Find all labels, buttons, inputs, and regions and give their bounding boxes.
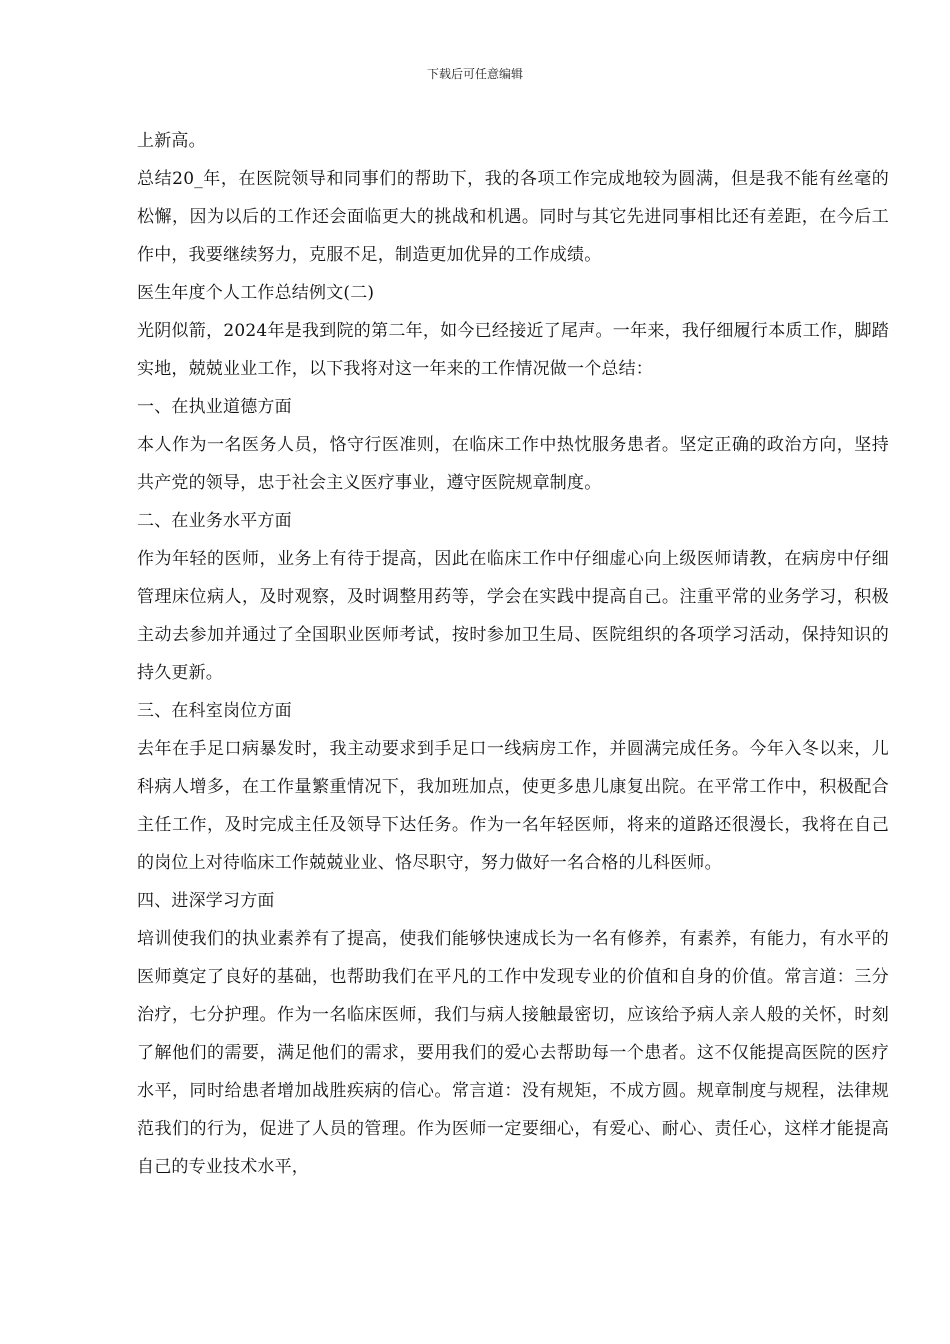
section-heading: 三、在科室岗位方面 (137, 701, 292, 721)
section-heading: 四、进深学习方面 (137, 891, 275, 911)
section-heading: 一、在执业道德方面 (137, 397, 292, 417)
paragraph: 光阴似箭，2024年是我到院的第二年，如今已经接近了尾声。一年来，我仔细履行本质工作，脚踏实地，兢兢业业工作，以下我将对这一年来的工作情况做一个总结： (137, 321, 889, 379)
paragraph: 总结20_年，在医院领导和同事们的帮助下，我的各项工作完成地较为圆满，但是我不能有丝毫的松懈，因为以后的工作还会面临更大的挑战和机遇。同时与其它先进同事相比还有差距，在今后工作中，我要继续努力，克服不足，制造更加优异的工作成绩。 (137, 169, 889, 265)
paragraph: 本人作为一名医务人员，恪守行医准则，在临床工作中热忱服务患者。坚定正确的政治方向，坚持共产党的领导，忠于社会主义医疗事业，遵守医院规章制度。 (137, 435, 889, 493)
paragraph: 上新高。 (137, 131, 206, 151)
page-header: 下载后可任意编辑 (426, 67, 523, 81)
paragraph: 培训使我们的执业素养有了提高，使我们能够快速成长为一名有修养，有素养，有能力，有水平的医师奠定了良好的基础，也帮助我们在平凡的工作中发现专业的价值和自身的价值。常言道：三分治疗，七分护理。作为一名临床医师，我们与病人接触最密切，应该给予病人亲人般的关怀，时刻了解他们的需要，满足他们的需求，要用我们的爱心去帮助每一个患者。这不仅能提高医院的医疗水平，同时给患者增加战胜疾病的信心。常言道：没有规矩，不成方圆。规章制度与规程，法律规范我们的行为，促进了人员的管理。作为医师一定要细心，有爱心、耐心、责任心，这样才能提高自己的专业技术水平， (137, 929, 889, 1177)
paragraph: 去年在手足口病暴发时，我主动要求到手足口一线病房工作，并圆满完成任务。今年入冬以来，儿科病人增多，在工作量繁重情况下，我加班加点，使更多患儿康复出院。在平常工作中，积极配合主任工作，及时完成主任及领导下达任务。作为一名年轻医师，将来的道路还很漫长，我将在自己的岗位上对待临床工作兢兢业业、恪尽职守，努力做好一名合格的儿科医师。 (137, 739, 889, 873)
section-title: 医生年度个人工作总结例文(二) (137, 283, 375, 303)
document-body (137, 122, 889, 1186)
paragraph: 作为年轻的医师，业务上有待于提高，因此在临床工作中仔细虚心向上级医师请教，在病房中仔细管理床位病人，及时观察，及时调整用药等，学会在实践中提高自己。注重平常的业务学习，积极主动去参加并通过了全国职业医师考试，按时参加卫生局、医院组织的各项学习活动，保持知识的持久更新。 (137, 549, 889, 683)
section-heading: 二、在业务水平方面 (137, 511, 292, 531)
